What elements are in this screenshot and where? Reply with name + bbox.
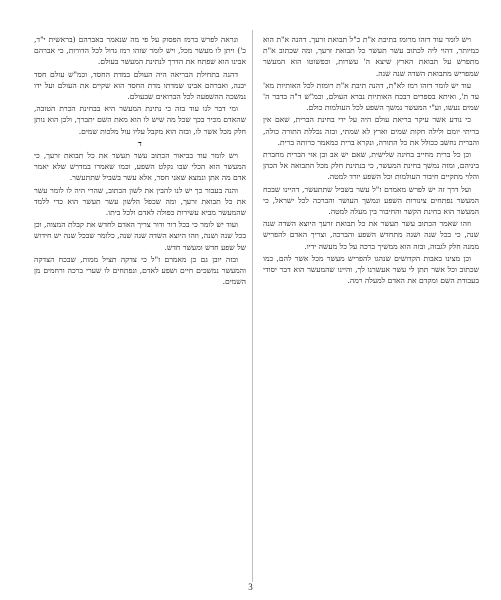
right-text-column: [263, 34, 479, 579]
paragraph: ובזה יובן גם כן מאמרם ז"ל כי צדקה תציל ממות, שבכח הצדקה והמעשר נמשכים חיים ושפע לאדם, ונפתחים לו שערי ברכה ורחמים מן השמים.: [34, 254, 246, 287]
paragraph: וכן מצינו באבות הקדושים שנהגו להפריש מעשר מכל אשר להם, כמו שכתוב וכל אשר תתן לי עשר אעשרנו לך, והיינו שהמעשר הוא דבר יסודי בעבודת השם ומקדם את האדם למעלה רמה.: [263, 253, 479, 286]
paragraph: כי נודע אשר עיקר בריאת עולם היה על ידי בחינת הברית, שאם אין בריתי יומם ולילה חקות שמים וארץ לא שמתי, ובזה נכללת התורה כולה, והברית נחשב ככולל את כל התורה, ונקרא ברית כמאמר כרותה ברית.: [263, 115, 479, 147]
paragraph: וזהו שאמר הכתוב עשר תעשר את כל תבואת זרעך היוצא השדה שנה שנה, כי בכל שנה ושנה מתחדש השפע והברכה, וצריך האדם להפריש ממנה חלק לגבוה, ובזה הוא ממשיך ברכה על כל מעשה ידיו.: [263, 219, 479, 251]
page-number: 3: [248, 582, 253, 592]
paragraph: ועל דרך זה יש לפרש מאמרם ז"ל עשר בשביל שתתעשר, דהיינו שבכח המעשר נפתחים צינורות השפע ונמשך העושר והברכה לכל ישראל, כי המעשר הוא בחינת הקשר והחיבור בין מעלה למטה.: [263, 184, 479, 217]
left-text-column: [34, 34, 246, 579]
column-divider: [252, 30, 253, 582]
paragraph: וכן כל ברית מחייב בחינה שלישית, שאם יש אב ובן אזי הברית מחברת ביניהם, ומזה נמשך בחינת המעשר, כי בנתינת חלק מכל התבואה אל הכהן והלוי מתקיים חיבור העולמות וכל השפע יורד למטה.: [263, 150, 479, 182]
paragraph: עוד יש לומר דזהו רמז לא"ת, דהנה תיבת א"ת רומזת לכל האותיות מא' עד ת', ואיתא בספרים דבכח האותיות נברא העולם, וכמ"ש ד"ה בדבר ה' שמים נעשו, וע"י המעשר נמשך השפע לכל העולמות כולם.: [263, 80, 479, 113]
paragraph: דהנה בתחילת הבריאה היה העולם במדת החסד, וכמ"ש עולם חסד יבנה, ואברהם אבינו שמדתו מדת החסד הוא שקיים את העולם ועל ידו נמשכה ההשפעה לכל הברואים שבעולם.: [34, 69, 246, 102]
paragraph: ומי דבר לנו עוד בזה כי נתינת המעשר היא בבחינת הכרת הטובה, שהאדם מכיר בכך שכל מה שיש לו הוא מאת השם יתברך, ולכן הוא נותן חלק מכל אשר לו, ובזה הוא מקבל עליו עול מלכות שמים.: [34, 104, 246, 136]
paragraph: ויש לומר עוד בביאור הכתוב עשר תעשר את כל תבואת זרעך, כי המעשר הוא הכלי שבו נקלט השפע, וכמו שאמרו במדרש שלא יאמר אדם מה אתן ונמצא שאני חסר, אלא עשר בשביל שתתעשר.: [34, 151, 246, 183]
section-marker: ד: [138, 138, 142, 148]
paragraph: ונראה לפרש ברמז הפסוק על פי מה שנאמר באברהם (בראשית י"ד, כ') ויתן לו מעשר מכל, ויש לומר שזהו רמז גדול לכל הדורות, כי אברהם אבינו הוא שפתח את הדרך לנתינת המעשר בעולם.: [34, 35, 246, 67]
paragraph: והנה בעבור כך יש לנו להבין את לשון הכתוב, שהרי היה לו לומר עשר את כל תבואת זרעך, ומה שכפל הלשון עשר תעשר הוא כדי ללמד שהמעשר מביא עשירות כפולה לאדם ולכל ביתו.: [34, 185, 246, 218]
paragraph: ועוד יש לומר כי בכל דור ודור צריך האדם לחדש את קבלת המצוה, וכן בכל שנה ושנה, וזהו היוצא השדה שנה שנה, כלומר שבכל שנה יש חידוש של שפע חדש ומעשר חדש.: [34, 220, 246, 252]
paragraph: ויש לומר עוד דזהו מרומז בתיבת א"ת כ"ל תבואת זרעך. דהנה א"ת הוא כמיותר, דהוי ליה לכתוב עשר תעשר כל תבואת זרעך, ומה שכתוב א"ת מתפרש על תבואת הארץ שיצא ה' עשרות, וכפשוטו הוא המעשר שמפריש מתבואת השדה שנה שנה.: [263, 35, 479, 78]
